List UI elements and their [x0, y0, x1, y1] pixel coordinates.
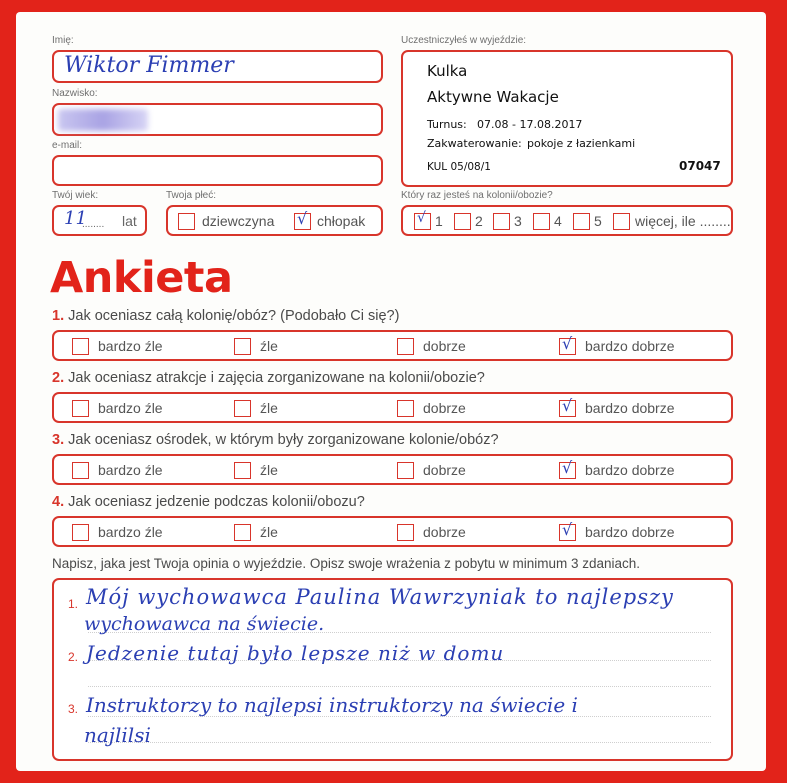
- question-4: [52, 494, 365, 510]
- wiek-label: Twój wiek:: [52, 190, 99, 201]
- tick-icon: √: [562, 396, 573, 415]
- wiek-dots: ........: [82, 219, 105, 230]
- q3-bardzo-dobrze-label: bardzo dobrze: [585, 462, 675, 478]
- ktory-raz-3-label: 3: [514, 213, 522, 229]
- opinion-box[interactable]: [52, 578, 733, 761]
- stamp-zakwaterowanie-value: pokoje z łazienkami: [527, 137, 636, 150]
- opinion-line-1: Mój wychowawca Paulina Wawrzyniak to najlepszy: [86, 585, 674, 609]
- plec-chlopak-label: chłopak: [317, 213, 366, 229]
- tick-icon: √: [562, 334, 573, 353]
- q3-bardzo-dobrze-checkbox[interactable]: [559, 458, 576, 479]
- nazwisko-field[interactable]: [52, 103, 383, 136]
- question-2-text: Jak oceniasz atrakcje i zajęcia zorganizowane na kolonii/obozie?: [68, 370, 485, 386]
- question-3: [52, 432, 499, 448]
- q4-zle-checkbox[interactable]: [234, 524, 251, 541]
- q4-bardzo-dobrze-label: bardzo dobrze: [585, 524, 675, 540]
- plec-chlopak-checkbox[interactable]: [294, 209, 311, 230]
- q1-bardzo-zle-label: bardzo źle: [98, 338, 163, 354]
- imie-value: Wiktor Fimmer: [64, 53, 234, 78]
- q2-dobrze-label: dobrze: [423, 400, 466, 416]
- ktory-raz-5-label: 5: [594, 213, 602, 229]
- question-4-number: 4.: [52, 494, 65, 510]
- stamp-zakwaterowanie-label: Zakwaterowanie:: [427, 137, 522, 150]
- question-1-text: Jak oceniasz całą kolonię/obóz? (Podobało Ci się?): [68, 308, 400, 324]
- q4-dobrze-checkbox[interactable]: [397, 524, 414, 541]
- q1-zle-checkbox[interactable]: [234, 338, 251, 355]
- q1-dobrze-checkbox[interactable]: [397, 338, 414, 355]
- q4-zle-label: źle: [260, 524, 278, 540]
- q1-zle-label: źle: [260, 338, 278, 354]
- ktory-raz-1-label: 1: [435, 213, 443, 229]
- plec-dziewczyna-label: dziewczyna: [202, 213, 275, 229]
- q2-zle-label: źle: [260, 400, 278, 416]
- ktory-raz-2-checkbox[interactable]: [454, 213, 471, 230]
- ruled-line: [88, 742, 711, 743]
- question-3-text: Jak oceniasz ośrodek, w którym były zorganizowane kolonie/obóz?: [68, 432, 499, 448]
- opinion-line-3: Jedzenie tutaj było lepsze niż w domu: [86, 641, 505, 665]
- stamp-code: KUL 05/08/1: [427, 161, 491, 173]
- survey-sheet: [16, 12, 766, 771]
- q2-bardzo-zle-checkbox[interactable]: [72, 400, 89, 417]
- opinion-line-5: najlilsi: [84, 723, 151, 747]
- q2-bardzo-dobrze-label: bardzo dobrze: [585, 400, 675, 416]
- opinion-prompt: Napisz, jaka jest Twoja opinia o wyjeździe. Opisz swoje wrażenia z pobytu w minimum 3 zdaniach.: [52, 556, 641, 571]
- imie-label: Imię:: [52, 35, 74, 46]
- q3-bardzo-zle-checkbox[interactable]: [72, 462, 89, 479]
- plec-label: Twoja płeć:: [166, 190, 217, 201]
- q4-bardzo-zle-label: bardzo źle: [98, 524, 163, 540]
- ktory-raz-4-checkbox[interactable]: [533, 213, 550, 230]
- q3-zle-label: źle: [260, 462, 278, 478]
- nazwisko-label: Nazwisko:: [52, 88, 98, 99]
- q1-dobrze-label: dobrze: [423, 338, 466, 354]
- stamp-program: Aktywne Wakacje: [427, 88, 559, 106]
- question-1-number: 1.: [52, 308, 65, 324]
- ktory-raz-4-label: 4: [554, 213, 562, 229]
- opinion-number-1: 1.: [68, 597, 79, 611]
- plec-field: [166, 205, 383, 236]
- redacted-surname: [58, 109, 148, 131]
- q2-zle-checkbox[interactable]: [234, 400, 251, 417]
- question-1-answers: [52, 330, 733, 361]
- survey-title: Ankieta: [50, 253, 233, 303]
- q3-dobrze-checkbox[interactable]: [397, 462, 414, 479]
- opinion-line-4: Instruktorzy to najlepsi instruktorzy na świecie i: [86, 693, 578, 717]
- q1-bardzo-dobrze-checkbox[interactable]: [559, 334, 576, 355]
- uczestnik-label: Uczestniczyłeś w wyjeździe:: [401, 35, 527, 46]
- question-2: [52, 370, 485, 386]
- ktory-raz-field: [401, 205, 733, 236]
- opinion-number-3: 3.: [68, 702, 79, 716]
- ktory-raz-1-checkbox[interactable]: [414, 210, 431, 230]
- q4-bardzo-dobrze-checkbox[interactable]: [559, 520, 576, 541]
- q1-bardzo-dobrze-label: bardzo dobrze: [585, 338, 675, 354]
- question-4-text: Jak oceniasz jedzenie podczas kolonii/obozu?: [68, 494, 365, 510]
- imie-field[interactable]: [52, 50, 383, 83]
- question-4-answers: [52, 516, 733, 547]
- question-2-answers: [52, 392, 733, 423]
- tick-icon: √: [417, 210, 426, 226]
- wiek-value: 11: [64, 208, 87, 229]
- ruled-line: [88, 686, 711, 687]
- wiek-unit: lat: [122, 213, 137, 229]
- q2-bardzo-dobrze-checkbox[interactable]: [559, 396, 576, 417]
- email-field[interactable]: [52, 155, 383, 186]
- q3-zle-checkbox[interactable]: [234, 462, 251, 479]
- q3-bardzo-zle-label: bardzo źle: [98, 462, 163, 478]
- question-3-answers: [52, 454, 733, 485]
- q2-dobrze-checkbox[interactable]: [397, 400, 414, 417]
- ktory-raz-5-checkbox[interactable]: [573, 213, 590, 230]
- stamp-number: 07047: [679, 159, 721, 173]
- opinion-number-2: 2.: [68, 650, 79, 664]
- q4-dobrze-label: dobrze: [423, 524, 466, 540]
- ktory-raz-3-checkbox[interactable]: [493, 213, 510, 230]
- question-2-number: 2.: [52, 370, 65, 386]
- question-1: [52, 308, 399, 324]
- q3-dobrze-label: dobrze: [423, 462, 466, 478]
- ktory-raz-label: Który raz jesteś na kolonii/obozie?: [401, 190, 553, 201]
- q4-bardzo-zle-checkbox[interactable]: [72, 524, 89, 541]
- ktory-raz-2-label: 2: [475, 213, 483, 229]
- ktory-raz-wiecej-label: więcej, ile ........: [635, 213, 731, 229]
- plec-dziewczyna-checkbox[interactable]: [178, 213, 195, 230]
- tick-icon: √: [562, 458, 573, 477]
- stamp-name: Kulka: [427, 62, 468, 80]
- tick-icon: √: [297, 209, 308, 228]
- ktory-raz-wiecej-checkbox[interactable]: [613, 213, 630, 230]
- email-label: e-mail:: [52, 140, 83, 151]
- q2-bardzo-zle-label: bardzo źle: [98, 400, 163, 416]
- q1-bardzo-zle-checkbox[interactable]: [72, 338, 89, 355]
- wiek-field[interactable]: [52, 205, 147, 236]
- stamp-box: [401, 50, 733, 187]
- question-3-number: 3.: [52, 432, 65, 448]
- tick-icon: √: [562, 520, 573, 539]
- stamp-turnus-label: Turnus:: [427, 118, 467, 131]
- stamp-turnus-value: 07.08 - 17.08.2017: [477, 118, 583, 131]
- opinion-line-2: wychowawca na świecie.: [84, 613, 325, 635]
